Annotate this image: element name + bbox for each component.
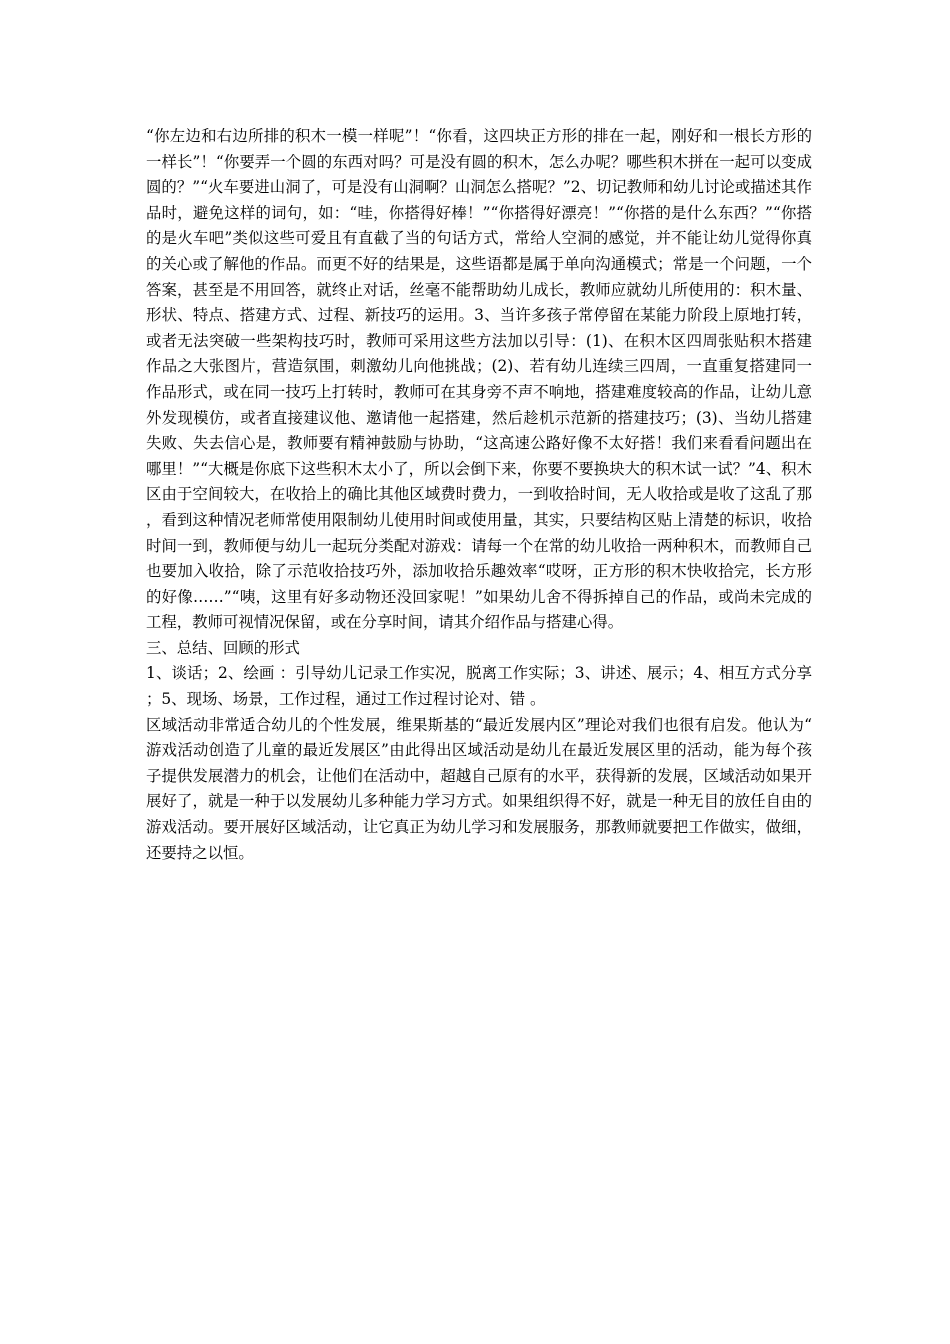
method-list-paragraph: 1、谈话；2、绘画 ：引导幼儿记录工作实况，脱离工作实际；3、讲述、展示；4、相互方式分享；5、现场、场景，工作过程，通过工作过程讨论对、错 。 xyxy=(146,664,812,709)
closing-paragraph: 区域活动非常适合幼儿的个性发展，维果斯基的“最近发展内区”理论对我们也很有启发。他认为“游戏活动创造了儿童的最近发展区”由此得出区域活动是幼儿在最近发展区里的活动，能为每个孩子提供发展潜力的机会，让他们在活动中，超越自己原有的水平，获得新的发展，区域活动如果开展好了，就是一种于以发展幼儿多种能力学习方式。如果组织得不好，就是一种无目的放任自由的游戏活动。要开展好区域活动，让它真正为幼儿学习和发展服务，那教师就要把工作做实，做细，还要持之以恒。 xyxy=(146,715,812,862)
body-paragraph: “你左边和右边所排的积木一模一样呢”！“你看，这四块正方形的排在一起，刚好和一根长方形的一样长”！“你要弄一个圆的东西对吗？可是没有圆的积木，怎么办呢？哪些积木拼在一起可以变成圆的？”“火车要进山洞了，可是没有山洞啊？山洞怎么搭呢？”2、切记教师和幼儿讨论或描述其作品时，避免这样的词句，如：“哇，你搭得好棒！”“你搭得好漂亮！”“你搭的是什么东西？”“你搭的是火车吧”类似这些可爱且有直截了当的句话方式，常给人空洞的感觉，并不能让幼儿觉得你真的关心或了解他的作品。而更不好的结果是，这些语都是属于单向沟通模式；常是一个问题，一个答案，甚至是不用回答，就终止对话，丝毫不能帮助幼儿成长，教师应就幼儿所使用的：积木量、形状、特点、搭建方式、过程、新技巧的运用。3、当许多孩子常停留在某能力阶段上原地打转，或者无法突破一些架构技巧时，教师可采用这些方法加以引导：(1)、在积木区四周张贴积木搭建作品之大张图片，营造氛围，刺激幼儿向他挑战；(2)、若有幼儿连续三四周，一直重复搭建同一作品形式，或在同一技巧上打转时，教师可在其身旁不声不响地，搭建难度较高的作品，让幼儿意外发现模仿，或者直接建议他、邀请他一起搭建，然后趁机示范新的搭建技巧；(3)、当幼儿搭建失败、失去信心是，教师要有精神鼓励与协助，“这高速公路好像不太好搭！我们来看看问题出在哪里！”“大概是你底下这些积木太小了，所以会倒下来，你要不要换块大的积木试一试？”4、积木区由于空间较大，在收拾上的确比其他区域费时费力，一到收拾时间，无人收拾或是收了这乱了那，看到这种情况老师常使用限制幼儿使用时间或使用量，其实，只要结构区贴上清楚的标识，收拾时间一到，教师便与幼儿一起玩分类配对游戏：请每一个在常的幼儿收拾一两种积木，而教师自己也要加入收拾，除了示范收拾技巧外，添加收拾乐趣效率“哎呀，正方形的积木快收拾完，长方形的好像……”“咦，这里有好多动物还没回家呢！”如果幼儿舍不得拆掉自己的作品，或尚未完成的工程，教师可视情况保留，或在分享时间，请其介绍作品与搭建心得。 xyxy=(146,127,812,632)
section-heading: 三、总结、回顾的形式 xyxy=(146,638,300,657)
document-body xyxy=(146,124,812,866)
